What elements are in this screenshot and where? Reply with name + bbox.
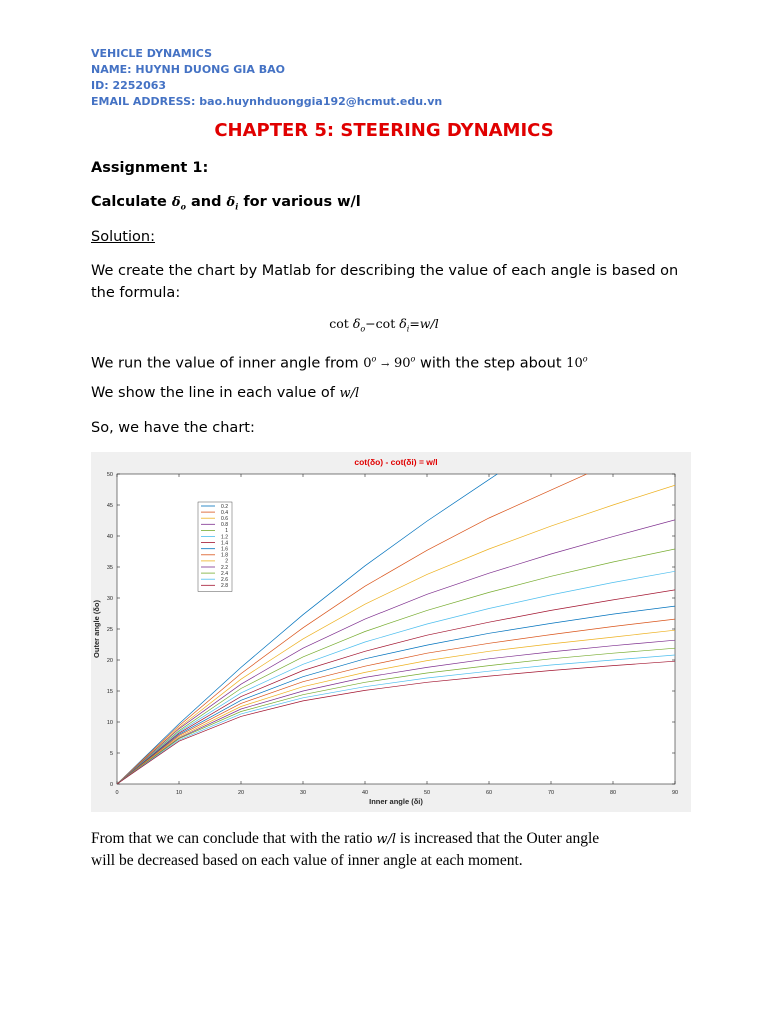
calc-and: and (190, 194, 222, 210)
chart-title: cot(δo) - cot(δi) = w/l (354, 457, 438, 467)
y-tick-label: 40 (106, 534, 113, 540)
email-address: bao.huynhduonggia192@hcmut.edu.vn (199, 95, 443, 108)
y-tick-label: 15 (106, 689, 113, 695)
legend-label: 1.6 (221, 546, 228, 553)
x-tick-label: 40 (361, 790, 369, 796)
legend-label: 2.2 (221, 564, 228, 571)
student-name: NAME: HUYNH DUONG GIA BAO (91, 63, 285, 76)
legend-label: 2.4 (221, 570, 228, 577)
x-tick-label: 80 (609, 790, 617, 796)
x-tick-label: 30 (299, 790, 307, 796)
step-value: 10$^o$ (566, 355, 588, 372)
show-line: We show the line in each value of w/l (91, 385, 360, 401)
y-tick-label: 20 (106, 658, 113, 664)
x-tick-label: 10 (175, 790, 183, 796)
paragraph-line-1: We create the chart by Matlab for describing the value of each angle is based on (91, 263, 679, 279)
y-tick-label: 10 (106, 720, 113, 726)
legend-label: 0.4 (221, 509, 228, 516)
course-name: VEHICLE DYNAMICS (91, 47, 213, 60)
range-to: 90$^o$ (393, 355, 416, 372)
x-tick-label: 70 (547, 790, 555, 796)
calc-prefix: Calculate (91, 194, 167, 210)
arrow-icon: → (380, 359, 390, 371)
conclusion-wl: w/l (376, 832, 397, 847)
legend-label: 2 (225, 558, 228, 565)
x-tick-label: 0 (115, 790, 119, 796)
assignment-heading: Assignment 1: (91, 160, 209, 176)
legend-label: 0.2 (221, 503, 228, 510)
calculate-line (91, 191, 361, 218)
email-label: EMAIL ADDRESS: (91, 95, 196, 108)
legend-label: 1 (225, 528, 228, 535)
y-tick-label: 35 (106, 565, 113, 571)
legend-label: 2.6 (221, 577, 228, 583)
x-axis-label: Inner angle (δi) (369, 797, 423, 806)
email-line (91, 94, 442, 110)
run-line: We run the value of inner angle from 0$^o$ → 90$^o$ with the step about 10$^o$ (91, 355, 588, 372)
y-tick-label: 45 (106, 503, 113, 509)
steering-chart (91, 452, 691, 812)
y-tick-label: 50 (106, 472, 113, 478)
x-tick-label: 90 (671, 790, 679, 796)
legend-label: 1.8 (221, 552, 228, 559)
formula: $\cot \delta_o-\cot$ $\delta_i=w/l$ (329, 316, 439, 334)
student-id: ID: 2252063 (91, 79, 167, 92)
conclusion: From that we can conclude that with the ratio w/l is increased that the Outer angle will be decreased based on each value of inner angle at each moment. (91, 830, 600, 869)
chapter-title: CHAPTER 5: STEERING DYNAMICS (214, 120, 554, 141)
range-from: 0$^o$ (363, 355, 377, 372)
legend-label: 1.2 (221, 534, 228, 541)
y-axis-label: Outer angle (δo) (92, 600, 101, 658)
y-tick-label: 25 (106, 627, 113, 633)
paragraph-line-2: the formula: (91, 285, 181, 301)
legend-label: 0.8 (221, 522, 228, 529)
wl-symbol: w/l (339, 386, 360, 401)
solution-heading: Solution: (91, 229, 155, 245)
x-tick-label: 20 (237, 790, 245, 796)
y-tick-label: 0 (109, 782, 113, 788)
x-tick-label: 50 (423, 790, 431, 796)
legend-label: 2.8 (221, 583, 228, 590)
legend-label: 1.4 (221, 540, 228, 547)
legend-label: 0.6 (221, 516, 228, 522)
calc-suffix: for various w/l (243, 194, 361, 210)
y-tick-label: 5 (109, 751, 113, 757)
y-tick-label: 30 (106, 596, 113, 602)
delta-o-symbol: $\delta_o$ (171, 195, 186, 212)
x-tick-label: 60 (485, 790, 493, 796)
delta-i-symbol: $\delta_i$ (226, 195, 239, 212)
so-line: So, we have the chart: (91, 420, 255, 436)
